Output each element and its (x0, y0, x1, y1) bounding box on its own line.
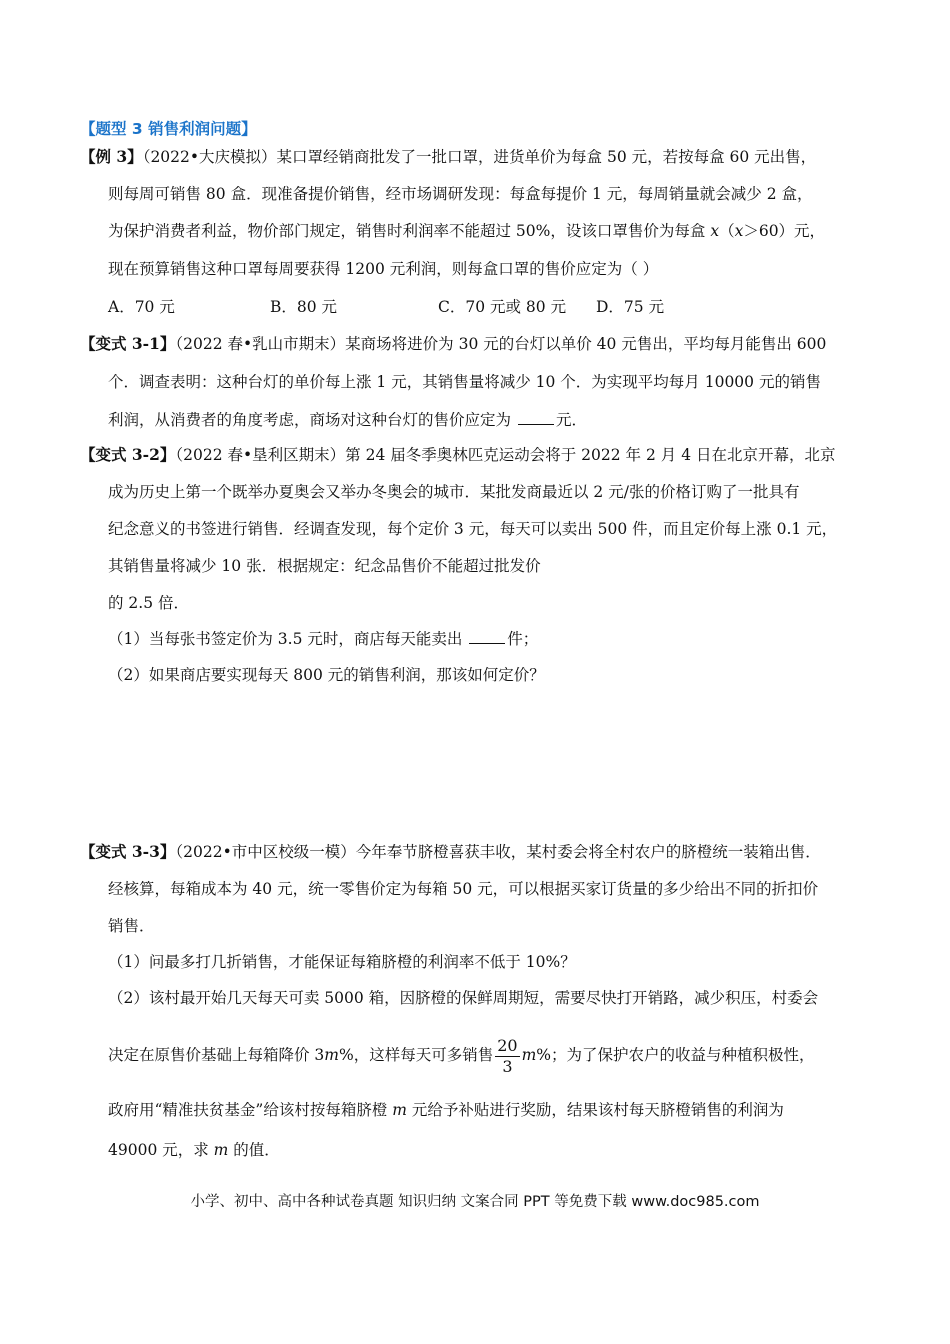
example-3-line-3: 为保护消费者利益，物价部门规定，销售时利润率不能超过 50%，设该口罩售价为每盒 x（x＞60）元， (108, 222, 826, 240)
variant-3-3-line-1: 【变式 3-3】（2022•市中区校级一模）今年奉节脐橙喜获丰收，某村委会将全村农户的脐橙统一装箱出售． (80, 842, 821, 861)
variant-3-3-question-2-line-3: 政府用“精准扶贫基金”给该村按每箱脐橙 m 元给予补贴进行奖励，结果该村每天脐橙销售的利润为 (108, 1101, 784, 1119)
variant-3-1-tag: 【变式 3-1】 (80, 334, 176, 353)
example-3-line-1: 【例 3】（2022•大庆模拟）某口罩经销商批发了一批口罩，进货单价为每盒 50 元，若按每盒 60 元出售， (80, 147, 817, 166)
variant-3-3-line-2: 经核算，每箱成本为 40 元，统一零售价定为每箱 50 元，可以根据买家订货量的多少给出不同的折扣价 (108, 880, 819, 898)
example-3-line-2: 则每周可销售 80 盒．现准备提价销售，经市场调研发现：每盒每提价 1 元，每周销量就会减少 2 盒， (108, 185, 813, 203)
answer-blank (518, 410, 554, 425)
variant-3-3-tag: 【变式 3-3】 (80, 842, 176, 861)
fraction: $\frac{20}{3}$ (497, 1035, 518, 1076)
variant-3-2-tag: 【变式 3-2】 (80, 445, 176, 464)
variant-3-3-line-3: 销售． (108, 917, 155, 935)
example-3-tag: 【例 3】 (80, 147, 143, 166)
option-d: D．75 元 (596, 298, 665, 316)
variant-3-3-question-2-line-4: 49000 元，求 m 的值． (108, 1141, 280, 1159)
page-footer: 小学、初中、高中各种试卷真题 知识归纳 文案合同 PPT 等免费下载 www.doc985.com (190, 1194, 760, 1210)
option-c: C．70 元或 80 元 (438, 298, 567, 316)
answer-blank (469, 629, 505, 644)
variant-3-2-question-1: （1）当每张书签定价为 3.5 元时，商店每天能卖出 件； (108, 630, 539, 648)
variant-3-2-line-4: 其销售量将减少 10 张．根据规定：纪念品售价不能超过批发价 (108, 557, 541, 575)
variant-3-2-line-2: 成为历史上第一个既举办夏奥会又举办冬奥会的城市．某批发商最近以 2 元/张的价格订购了一批具有 (108, 483, 800, 501)
variant-3-3-question-1: （1）问最多打几折销售，才能保证每箱脐橙的利润率不低于 10%？ (108, 953, 576, 971)
variant-3-2-line-3: 纪念意义的书签进行销售．经调查发现，每个定价 3 元，每天可以卖出 500 件，而且定价每上涨 0.1 元， (108, 520, 838, 538)
example-3-line-4: 现在预算销售这种口罩每周要获得 1200 元利润，则每盒口罩的售价应定为（ ） (108, 260, 659, 278)
variant-3-1-line-3: 利润，从消费者的角度考虑，商场对这种台灯的售价应定为 元． (108, 411, 587, 429)
variant-3-3-question-2-line-1: （2）该村最开始几天每天可卖 5000 箱，因脐橙的保鲜周期短，需要尽快打开销路，减少积压，村委会 (108, 989, 819, 1007)
section-heading: 【题型 3 销售利润问题】 (80, 120, 257, 138)
option-a: A．70 元 (108, 298, 175, 316)
variant-3-3-question-2-line-2: 决定在原售价基础上每箱降价 3m%，这样每天可多销售 $\frac{20}{3}$ m%；为了保护农户的收益与种植积极性， (108, 1035, 815, 1076)
variant-3-2-question-2: （2）如果商店要实现每天 800 元的销售利润，那该如何定价？ (108, 666, 545, 684)
option-b: B．80 元 (270, 298, 338, 316)
variant-3-2-line-1: 【变式 3-2】（2022 春•垦利区期末）第 24 届冬季奥林匹克运动会将于 2022 年 2 月 4 日在北京开幕，北京 (80, 445, 836, 464)
variant-3-2-line-5: 的 2.5 倍． (108, 594, 190, 612)
variant-3-1-line-2: 个．调查表明：这种台灯的单价每上涨 1 元，其销售量将减少 10 个．为实现平均每月 10000 元的销售 (108, 373, 821, 391)
variant-3-1-line-1: 【变式 3-1】（2022 春•乳山市期末）某商场将进价为 30 元的台灯以单价 40 元售出，平均每月能售出 600 (80, 334, 827, 353)
